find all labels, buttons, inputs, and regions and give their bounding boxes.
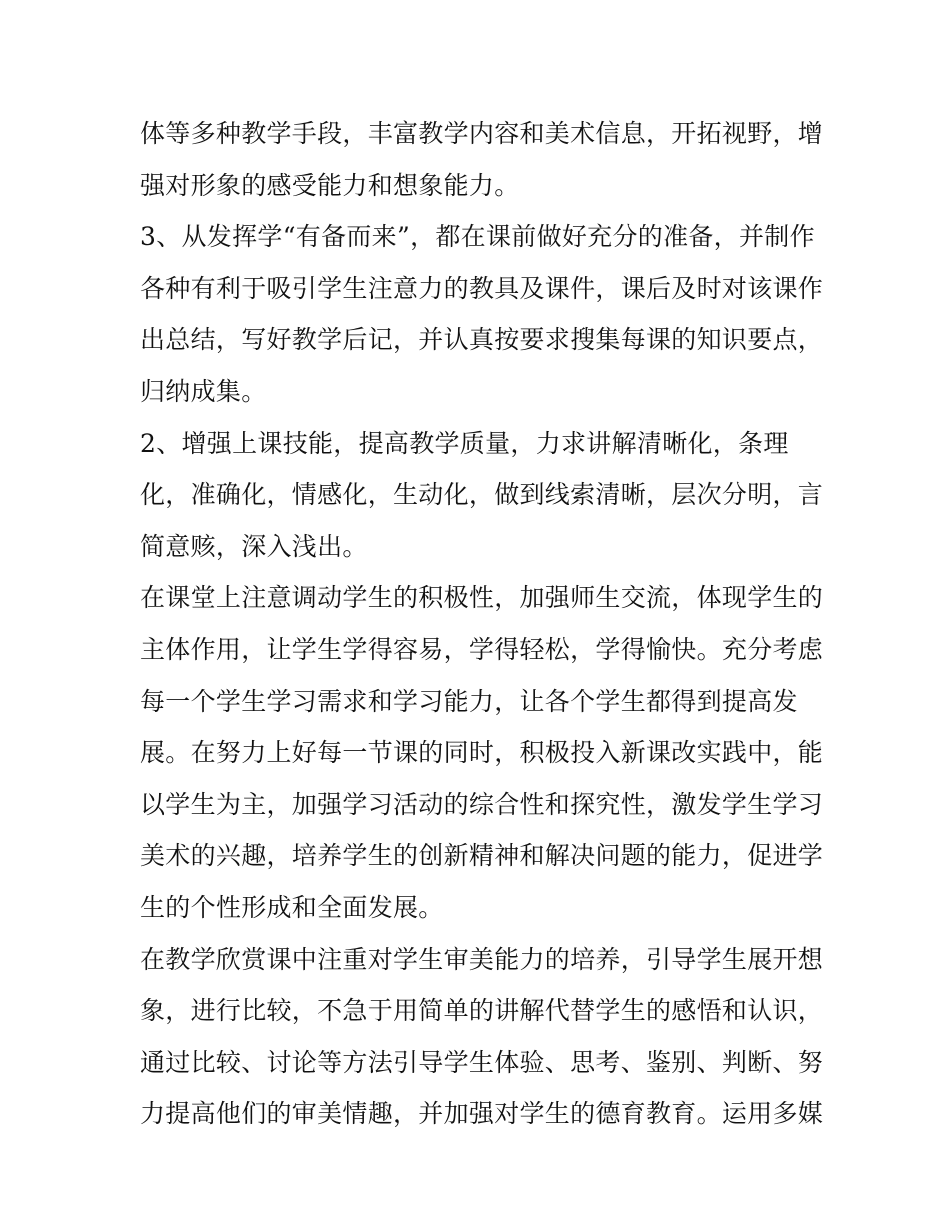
text-line: 生的个性形成和全面发展。 <box>140 892 444 922</box>
text-line: 各种有利于吸引学生注意力的教具及课件，课后及时对该课作 <box>140 273 824 303</box>
text-line: 在课堂上注意调动学生的积极性，加强师生交流，体现学生的 <box>140 583 824 613</box>
text-line: 出总结，写好教学后记，并认真按要求搜集每课的知识要点， <box>140 325 824 355</box>
text-line: 美术的兴趣，培养学生的创新精神和解决问题的能力，促进学 <box>140 841 824 871</box>
text-line: 力提高他们的审美情趣，并加强对学生的德育教育。运用多媒 <box>140 1099 824 1129</box>
text-line: 3、从发挥学“有备而来”，都在课前做好充分的准备，并制作 <box>140 222 815 252</box>
text-line: 象，进行比较，不急于用简单的讲解代替学生的感悟和认识， <box>140 996 824 1026</box>
text-line: 强对形象的感受能力和想象能力。 <box>140 170 520 200</box>
text-line: 每一个学生学习需求和学习能力，让各个学生都得到提高发 <box>140 686 798 716</box>
text-line: 展。在努力上好每一节课的同时，积极投入新课改实践中，能 <box>140 738 824 768</box>
text-line: 主体作用，让学生学得容易，学得轻松，学得愉快。充分考虑 <box>140 634 824 664</box>
text-line: 在教学欣赏课中注重对学生审美能力的培养，引导学生展开想 <box>140 944 824 974</box>
text-line: 化，准确化，情感化，生动化，做到线索清晰，层次分明，言 <box>140 480 824 510</box>
text-line: 归纳成集。 <box>140 376 267 406</box>
text-line: 体等多种教学手段，丰富教学内容和美术信息，开拓视野，增 <box>140 119 824 148</box>
text-line: 通过比较、讨论等方法引导学生体验、思考、鉴别、判断、努 <box>140 1047 824 1077</box>
text-line: 简意赅，深入浅出。 <box>140 531 368 561</box>
text-line: 2、增强上课技能，提高教学质量，力求讲解清晰化，条理 <box>140 428 789 458</box>
text-line: 以学生为主，加强学习活动的综合性和探究性，激发学生学习 <box>140 789 824 819</box>
body-text <box>140 108 830 1140</box>
